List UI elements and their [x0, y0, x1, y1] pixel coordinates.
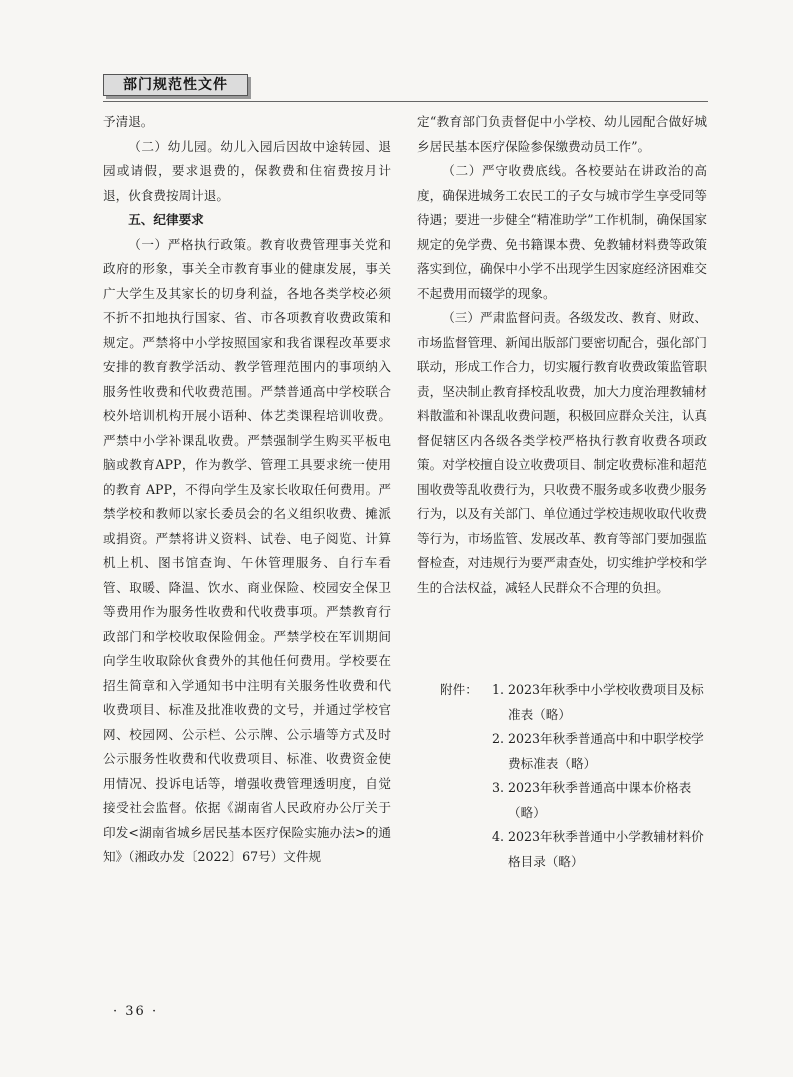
attachment-number: 1.	[492, 682, 505, 697]
paragraph: （三）严肃监督问责。各级发改、教育、财政、市场监督管理、新闻出版部门要密切配合，强化部门联动，形成工作合力，切实履行教育收费政策监管职责，坚决制止教育择校乱收费，加大力度治理教辅材料散滥和补课乱收费问题，积极回应群众关注，认真督促辖区内各级各类学校严格执行教育收费各项政策。对学校擅自设立收费项目、制定收费标准和超范围收费等乱收费行为，只收费不服务或多收费少服务行为，以及有关部门、单位通过学校违规收取代收费等行为，市场监管、发展改革、教育等部门要加强监督检查，对违规行为要严肃查处，切实维护学校和学生的合法权益，减轻人民群众不合理的负担。	[417, 310, 707, 595]
right-column	[417, 110, 707, 600]
attachment-number: 3.	[492, 780, 505, 795]
attachment-title: 2023年秋季中小学校收费项目及标准表（略）	[508, 682, 704, 722]
attachment-item	[492, 678, 710, 727]
attachments-block	[440, 678, 710, 874]
attachment-title: 2023年秋季普通高中课本价格表（略）	[508, 780, 692, 820]
paragraph: （二）幼儿园。幼儿入园后因故中途转园、退园或请假，要求退费的，保教费和住宿费按月计退，伙食费按周计退。	[103, 138, 391, 203]
section-heading: 五、纪律要求	[128, 212, 204, 227]
attachment-number: 4.	[492, 829, 505, 844]
paragraph: 予清退。	[103, 114, 154, 129]
attachments-list	[492, 678, 710, 874]
attachment-number: 2.	[492, 731, 505, 746]
paragraph: （一）严格执行政策。教育收费管理事关党和政府的形象，事关全市教育事业的健康发展，事关广大学生及其家长的切身利益，各地各类学校必须不折不扣地执行国家、省、市各项教育收费政策和规定。严禁将中小学按照国家和我省课程改革要求安排的教育教学活动、教学管理范围内的事项纳入服务性收费和代收费范围。严禁普通高中学校联合校外培训机构开展小语种、体艺类课程培训收费。严禁中小学补课乱收费。严禁强制学生购买平板电脑或教育APP，作为教学、管理工具要求统一使用的教育 APP，不得向学生及家长收取任何费用。严禁学校和教师以家长委员会的名义组织收费、摊派或捐资。严禁将讲义资料、试卷、电子阅览、计算机上机、图书馆查询、午休管理服务、自行车看管、取暖、降温、饮水、商业保险、校园安全保卫等费用作为服务性收费和代收费事项。严禁教育行政部门和学校收取保险佣金。严禁学校在军训期间向学生收取除伙食费外的其他任何费用。学校要在招生简章和入学通知书中注明有关服务性收费和代收费项目、标准及批准收费的文号，并通过学校官网、校园网、公示栏、公示牌、公示墙等方式及时公示服务性收费和代收费项目、标准、收费资金使用情况、投诉电话等，增强收费管理透明度，自觉接受社会监督。依据《湖南省人民政府办公厅关于印发<湖南省城乡居民基本医疗保险实施办法>的通知》（湘政办发〔2022〕67号）文件规	[103, 236, 391, 864]
section-header-label: 部门规范性文件	[103, 74, 248, 96]
attachments-label: 附件：	[440, 682, 478, 697]
attachment-title: 2023年秋季普通高中和中职学校学费标准表（略）	[508, 731, 704, 771]
paragraph: （二）严守收费底线。各校要站在讲政治的高度，确保进城务工农民工的子女与城市学生享受同等待遇；要进一步健全“精准助学”工作机制，确保国家规定的免学费、免书籍课本费、免教辅材料费等政策落实到位，确保中小学不出现学生因家庭经济困难交不起费用而辍学的现象。	[417, 163, 707, 301]
attachment-item	[492, 727, 710, 776]
left-column	[103, 110, 391, 870]
attachment-item	[492, 825, 710, 874]
attachment-item	[492, 776, 710, 825]
paragraph: 定“教育部门负责督促中小学校、幼儿园配合做好城乡居民基本医疗保险参保缴费动员工作”。	[417, 114, 707, 154]
header-rule	[103, 101, 708, 102]
attachment-title: 2023年秋季普通中小学教辅材料价格目录（略）	[508, 829, 704, 869]
page-number: · 36 ·	[113, 1004, 159, 1019]
